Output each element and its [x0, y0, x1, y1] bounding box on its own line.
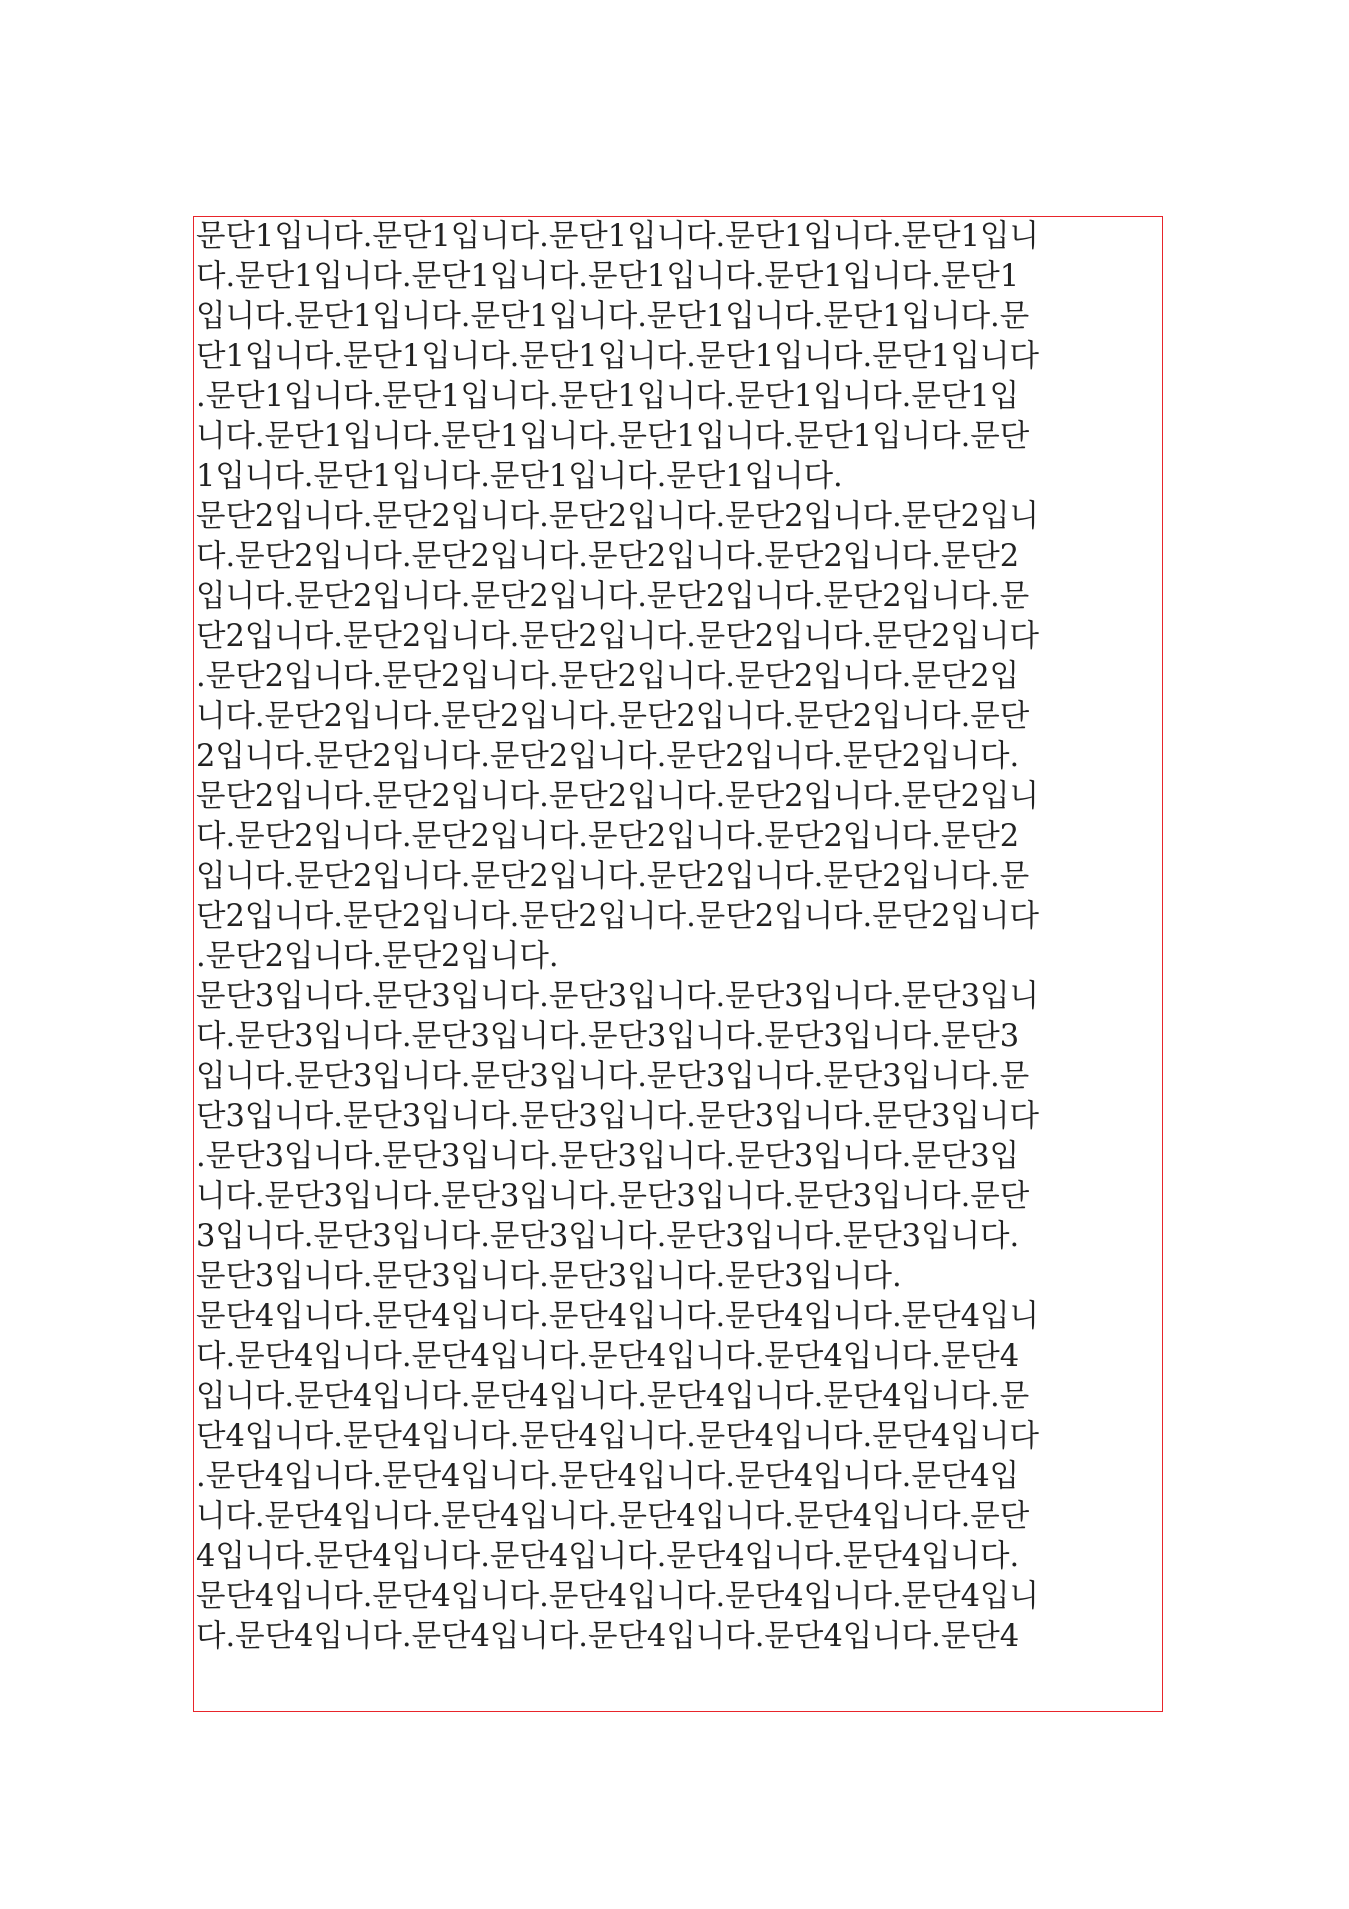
text-line: 단2입니다.문단2입니다.문단2입니다.문단2입니다.문단2입니다 [196, 619, 1039, 654]
text-line: 다.문단2입니다.문단2입니다.문단2입니다.문단2입니다.문단2 [196, 539, 1020, 574]
text-line: 니다.문단1입니다.문단1입니다.문단1입니다.문단1입니다.문단 [196, 419, 1030, 454]
text-line: 입니다.문단2입니다.문단2입니다.문단2입니다.문단2입니다.문 [196, 859, 1030, 894]
text-line: 문단2입니다.문단2입니다.문단2입니다.문단2입니다.문단2입니 [196, 499, 1039, 534]
text-line: 입니다.문단2입니다.문단2입니다.문단2입니다.문단2입니다.문 [196, 579, 1030, 614]
text-line: 단2입니다.문단2입니다.문단2입니다.문단2입니다.문단2입니다 [196, 899, 1039, 934]
text-line: 문단4입니다.문단4입니다.문단4입니다.문단4입니다.문단4입니 [196, 1579, 1039, 1614]
text-line: 3입니다.문단3입니다.문단3입니다.문단3입니다.문단3입니다. [196, 1219, 1020, 1254]
text-line: 단4입니다.문단4입니다.문단4입니다.문단4입니다.문단4입니다 [196, 1419, 1039, 1454]
text-line: 1입니다.문단1입니다.문단1입니다.문단1입니다. [196, 459, 843, 494]
text-line: 문단4입니다.문단4입니다.문단4입니다.문단4입니다.문단4입니 [196, 1299, 1039, 1334]
text-line: 문단2입니다.문단2입니다.문단2입니다.문단2입니다.문단2입니 [196, 779, 1039, 814]
text-line: 다.문단1입니다.문단1입니다.문단1입니다.문단1입니다.문단1 [196, 259, 1020, 294]
text-line: 니다.문단4입니다.문단4입니다.문단4입니다.문단4입니다.문단 [196, 1499, 1030, 1534]
text-line: 다.문단4입니다.문단4입니다.문단4입니다.문단4입니다.문단4 [196, 1619, 1020, 1654]
text-line: 니다.문단2입니다.문단2입니다.문단2입니다.문단2입니다.문단 [196, 699, 1030, 734]
text-line: 문단3입니다.문단3입니다.문단3입니다.문단3입니다. [196, 1259, 902, 1294]
text-line: 다.문단2입니다.문단2입니다.문단2입니다.문단2입니다.문단2 [196, 819, 1020, 854]
text-line: 입니다.문단4입니다.문단4입니다.문단4입니다.문단4입니다.문 [196, 1379, 1030, 1414]
text-line: 문단3입니다.문단3입니다.문단3입니다.문단3입니다.문단3입니 [196, 979, 1039, 1014]
text-line: .문단1입니다.문단1입니다.문단1입니다.문단1입니다.문단1입 [196, 379, 1020, 414]
text-line: 단1입니다.문단1입니다.문단1입니다.문단1입니다.문단1입니다 [196, 339, 1039, 374]
text-line: .문단2입니다.문단2입니다. [196, 939, 559, 974]
text-line: 다.문단3입니다.문단3입니다.문단3입니다.문단3입니다.문단3 [196, 1019, 1020, 1054]
text-line: 입니다.문단3입니다.문단3입니다.문단3입니다.문단3입니다.문 [196, 1059, 1030, 1094]
text-line: .문단2입니다.문단2입니다.문단2입니다.문단2입니다.문단2입 [196, 659, 1020, 694]
text-line: 단3입니다.문단3입니다.문단3입니다.문단3입니다.문단3입니다 [196, 1099, 1039, 1134]
text-line: 다.문단4입니다.문단4입니다.문단4입니다.문단4입니다.문단4 [196, 1339, 1020, 1374]
text-line: .문단3입니다.문단3입니다.문단3입니다.문단3입니다.문단3입 [196, 1139, 1020, 1174]
text-line: 2입니다.문단2입니다.문단2입니다.문단2입니다.문단2입니다. [196, 739, 1020, 774]
text-line: .문단4입니다.문단4입니다.문단4입니다.문단4입니다.문단4입 [196, 1459, 1020, 1494]
text-line: 니다.문단3입니다.문단3입니다.문단3입니다.문단3입니다.문단 [196, 1179, 1030, 1214]
text-line: 4입니다.문단4입니다.문단4입니다.문단4입니다.문단4입니다. [196, 1539, 1020, 1574]
text-frame [193, 216, 1163, 1712]
text-line: 문단1입니다.문단1입니다.문단1입니다.문단1입니다.문단1입니 [196, 219, 1039, 254]
text-line: 입니다.문단1입니다.문단1입니다.문단1입니다.문단1입니다.문 [196, 299, 1030, 334]
